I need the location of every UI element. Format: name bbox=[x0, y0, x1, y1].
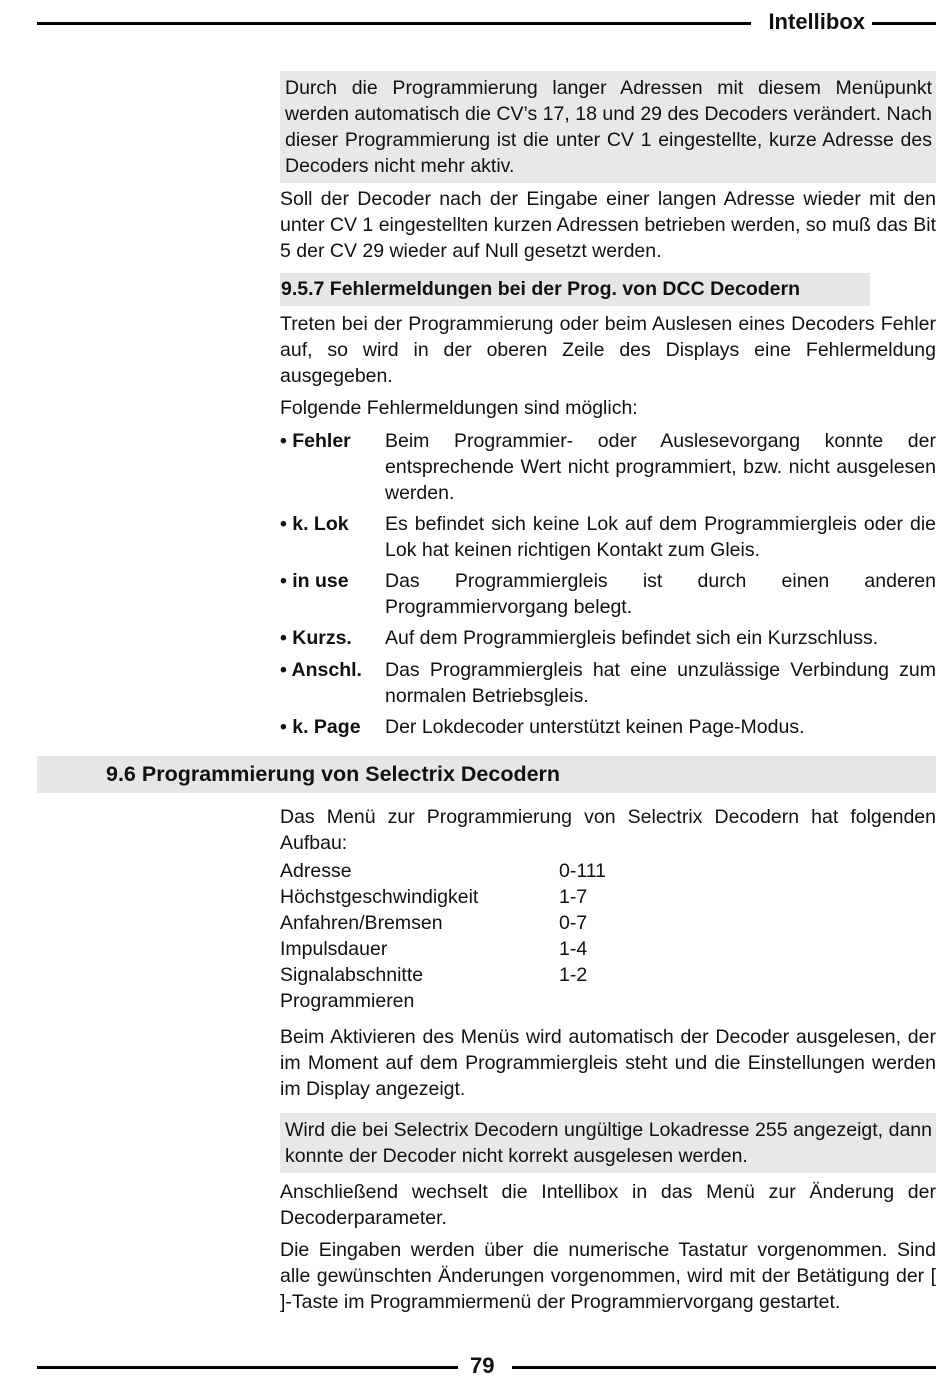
error-term: • Kurzs. bbox=[280, 627, 352, 649]
menu-item-name: Programmieren bbox=[280, 990, 415, 1012]
menu-item-name: Höchstgeschwindigkeit bbox=[280, 886, 479, 908]
footer-rule-left bbox=[37, 1366, 458, 1369]
paragraph-short-address: Soll der Decoder nach der Eingabe einer langen Adresse wieder mit den unter CV 1 eingestellten kurzen Adressen betrieben werden, so muß das Bit 5 der CV 29 wieder auf Null gesetzt werden. bbox=[280, 188, 936, 262]
menu-row bbox=[280, 884, 680, 910]
error-term: • k. Page bbox=[280, 716, 361, 738]
menu-row bbox=[280, 936, 680, 962]
error-item bbox=[280, 625, 936, 651]
header-rule-right bbox=[872, 22, 936, 25]
menu-item-name: Impulsdauer bbox=[280, 938, 388, 960]
menu-item-name: Adresse bbox=[280, 860, 352, 882]
error-term: • k. Lok bbox=[280, 513, 349, 535]
paragraph-decoder-parameters: Anschließend wechselt die Intellibox in das Menü zur Änderung der Decoderparameter. bbox=[280, 1181, 936, 1229]
menu-row bbox=[280, 858, 680, 884]
error-description: Beim Programmier- oder Auslesevorgang konnte der entsprechende Wert nicht programmiert, bzw. nicht ausgelesen werden. bbox=[385, 430, 936, 504]
paragraph-menu-intro: Das Menü zur Programmierung von Selectrix Decodern hat folgenden Aufbau: bbox=[280, 806, 936, 854]
menu-row bbox=[280, 988, 680, 1014]
menu-item-name: Signalabschnitte bbox=[280, 964, 424, 986]
footer-rule-right bbox=[512, 1366, 936, 1369]
error-term: • in use bbox=[280, 570, 349, 592]
error-description: Das Programmiergleis ist durch einen anderen Programmiervorgang belegt. bbox=[385, 570, 936, 618]
header-rule-left bbox=[37, 22, 751, 25]
menu-item-value: 1-7 bbox=[559, 886, 588, 908]
menu-item-value: 0-111 bbox=[559, 860, 606, 882]
note-text-invalid-address: Wird die bei Selectrix Decodern ungültige Lokadresse 255 angezeigt, dann konnte der Decoder nicht korrekt ausgelesen werden. bbox=[285, 1119, 932, 1167]
paragraph-possible-errors: Folgende Fehlermeldungen sind möglich: bbox=[280, 397, 638, 419]
error-term: • Fehler bbox=[280, 430, 351, 452]
error-item bbox=[280, 657, 936, 709]
menu-item-value: 1-4 bbox=[559, 938, 588, 960]
menu-item-name: Anfahren/Bremsen bbox=[280, 912, 443, 934]
error-term: • Anschl. bbox=[280, 659, 362, 681]
error-description: Es befindet sich keine Lok auf dem Programmiergleis oder die Lok hat keinen richtigen Kontakt zum Gleis. bbox=[385, 513, 936, 561]
subheading-error-messages: 9.5.7 Fehlermeldungen bei der Prog. von DCC Decodern bbox=[280, 273, 870, 306]
paragraph-error-intro: Treten bei der Programmierung oder beim Auslesen eines Decoders Fehler auf, so wird in der oberen Zeile des Displays eine Fehlermeldung ausgegeben. bbox=[280, 313, 936, 387]
error-item bbox=[280, 511, 936, 563]
error-description: Der Lokdecoder unterstützt keinen Page-Modus. bbox=[385, 716, 805, 738]
paragraph-keypad-input: Die Eingaben werden über die numerische Tastatur vorgenommen. Sind alle gewünschten Änderungen vorgenommen, wird mit der Betätigung der [ ]-Taste im Programmiermenü der Programmiervorgang gestartet. bbox=[280, 1239, 936, 1313]
error-description: Auf dem Programmiergleis befindet sich ein Kurzschluss. bbox=[385, 627, 879, 649]
menu-item-value: 1-2 bbox=[559, 964, 588, 986]
note-box-invalid-address bbox=[280, 1113, 936, 1173]
error-description: Das Programmiergleis hat eine unzulässige Verbindung zum normalen Betriebsgleis. bbox=[385, 659, 936, 707]
note-text-long-address: Durch die Programmierung langer Adressen mit diesem Menüpunkt werden automatisch die CV’s 17, 18 und 29 des Decoders verändert. Nach dieser Programmierung ist die unter CV 1 eingestellte, kurze Adresse des Decoders nicht mehr aktiv. bbox=[285, 77, 932, 177]
paragraph-activation: Beim Aktivieren des Menüs wird automatisch der Decoder ausgelesen, der im Moment auf dem Programmiergleis steht und die Einstellungen werden im Display angezeigt. bbox=[280, 1026, 936, 1100]
page-number: 79 bbox=[470, 1353, 495, 1378]
header-title: Intellibox bbox=[768, 9, 865, 34]
section-heading: 9.6 Programmierung von Selectrix Decodern bbox=[106, 762, 561, 786]
error-item bbox=[280, 568, 936, 620]
error-item bbox=[280, 714, 936, 740]
menu-item-value: 0-7 bbox=[559, 912, 588, 934]
menu-row bbox=[280, 962, 680, 988]
note-box-long-address bbox=[280, 71, 936, 183]
menu-row bbox=[280, 910, 680, 936]
error-item bbox=[280, 428, 936, 506]
section-heading-bar bbox=[37, 756, 936, 793]
